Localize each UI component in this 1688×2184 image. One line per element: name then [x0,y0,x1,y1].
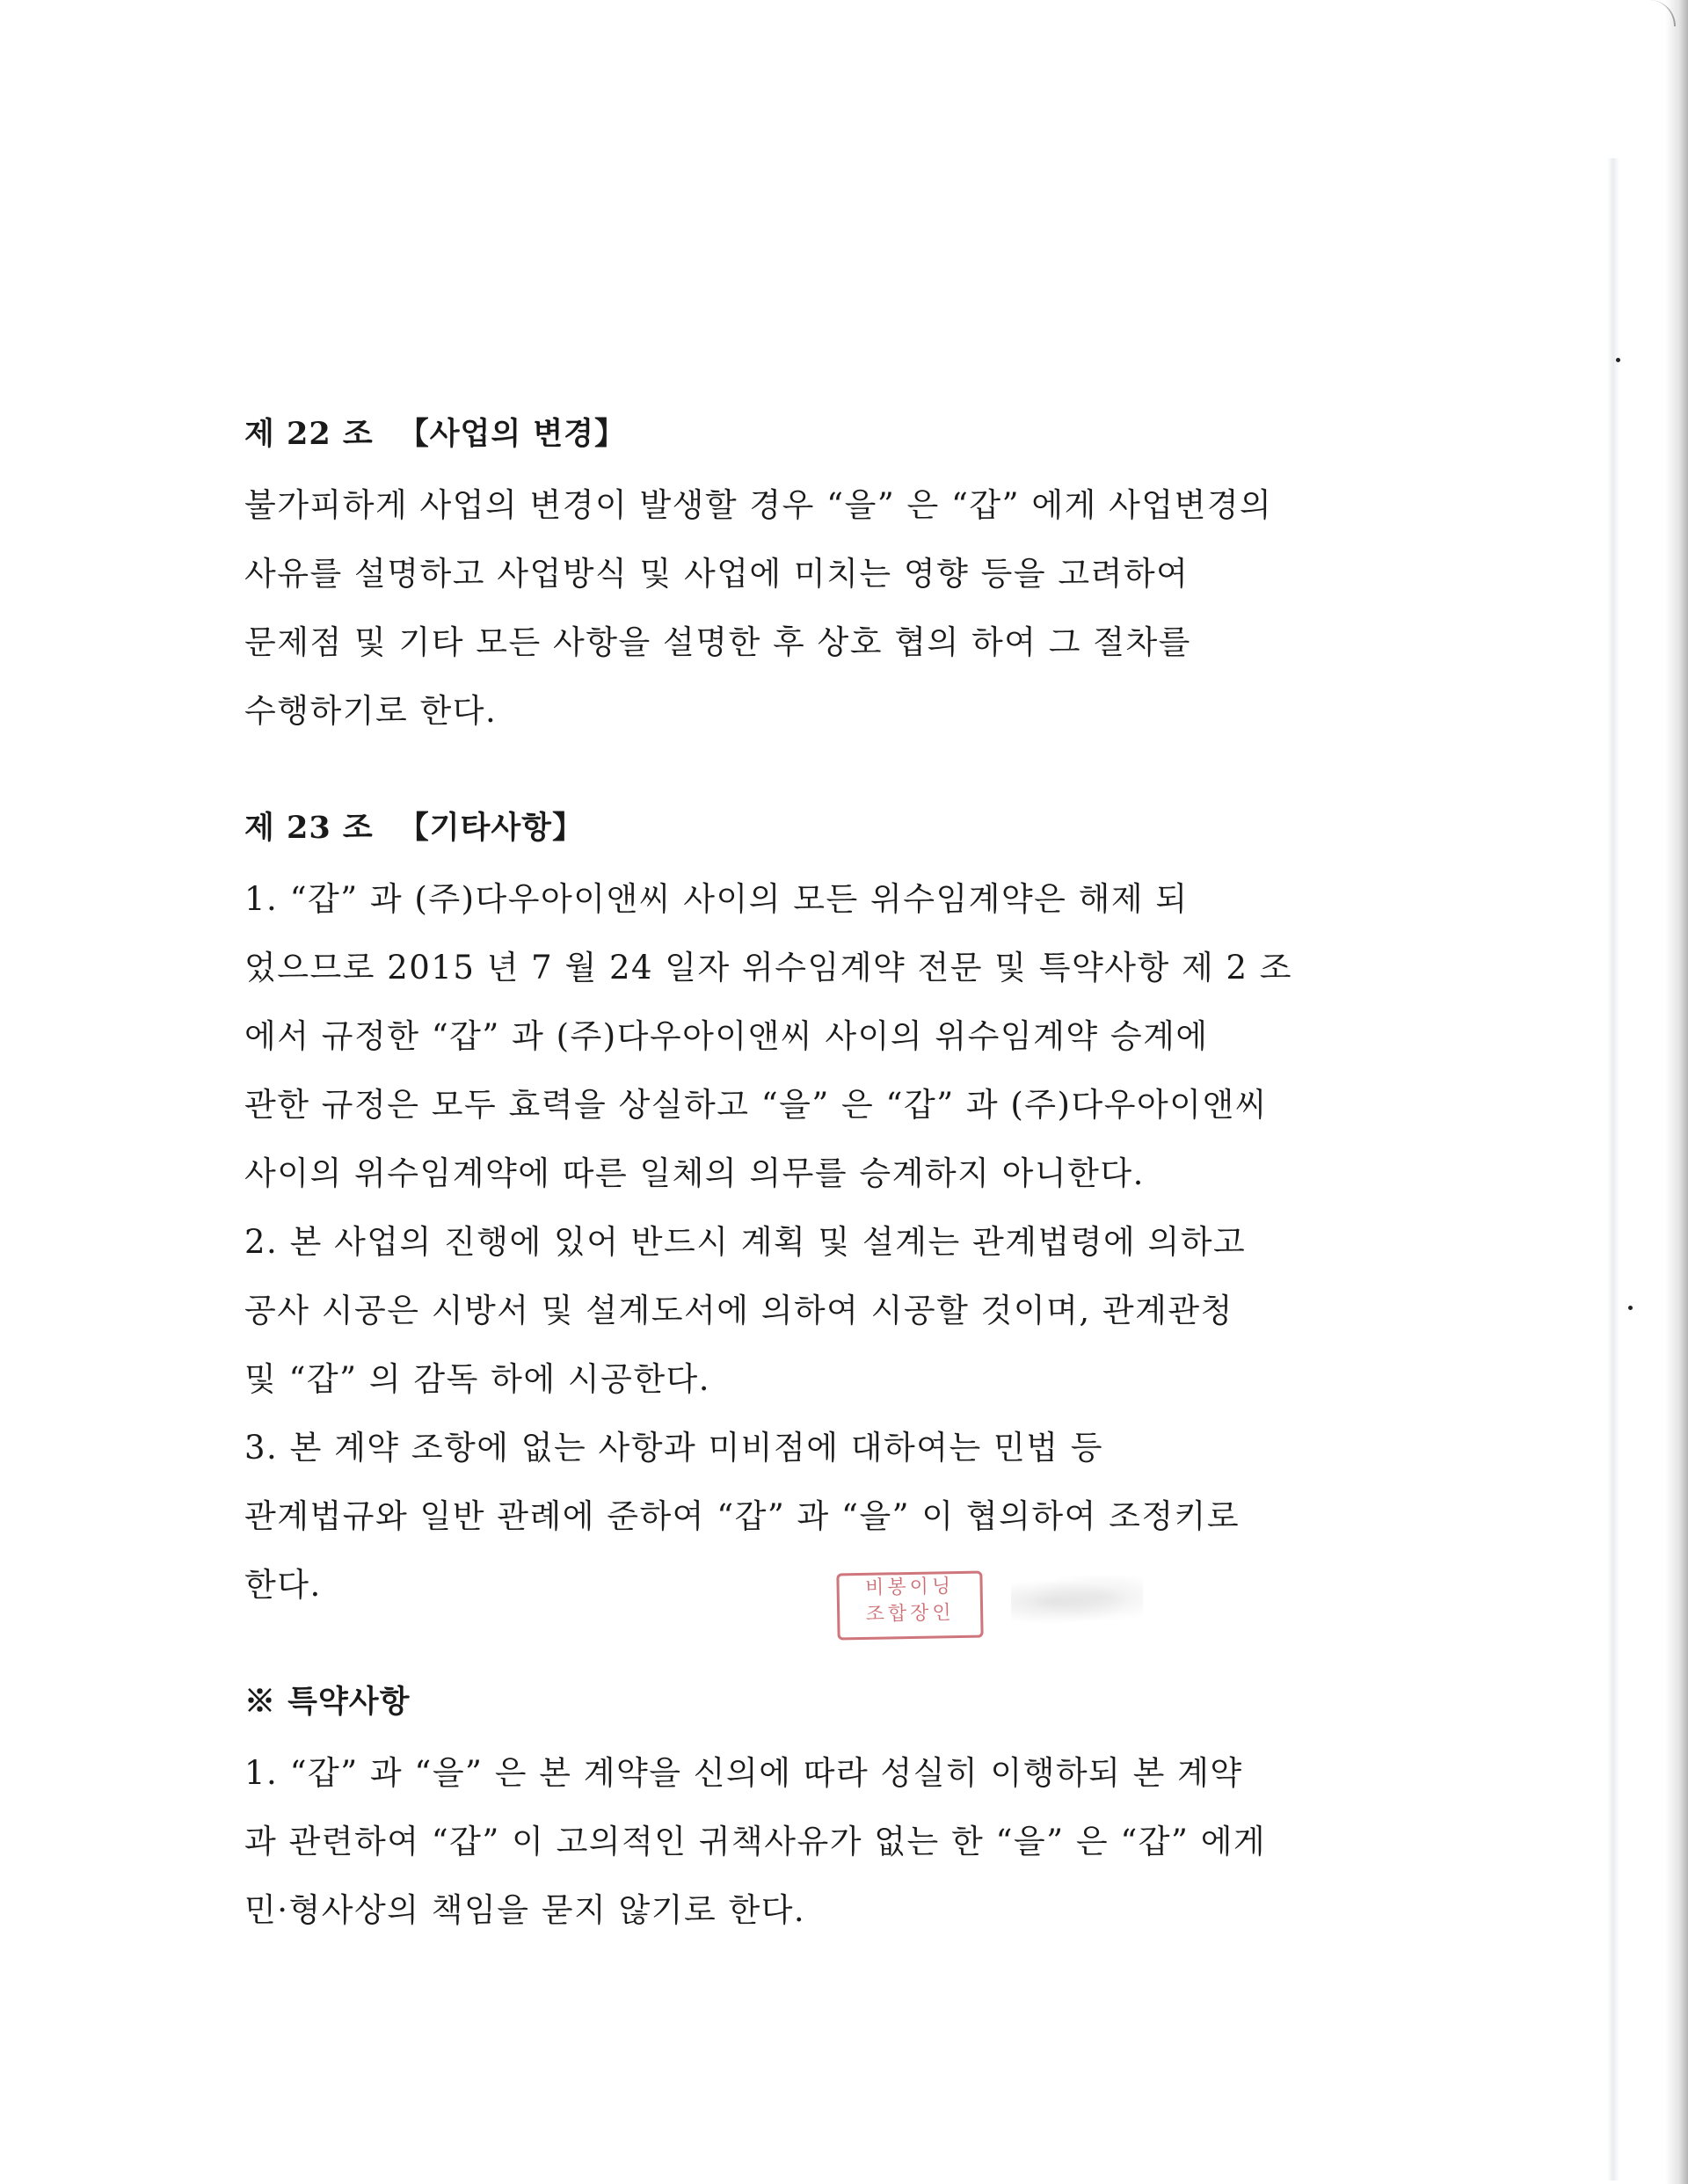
article-23-line: 관계법규와 일반 관례에 준하여 “갑” 과 “을” 이 협의하여 조정키로 [244,1497,1241,1535]
article-22-line: 수행하기로 한다. [244,692,498,730]
article-23-line: 었으므로 2015 년 7 월 24 일자 위수임계약 전문 및 특약사항 제 2 조 [244,949,1293,986]
article-23-line: 한다. [244,1566,322,1604]
red-seal-stamp [836,1571,983,1641]
scan-speck [1616,358,1620,362]
special-terms-heading: ※ 특약사항 [244,1684,411,1720]
article-23-line: 공사 시공은 시방서 및 설계도서에 의하여 시공할 것이며, 관계관청 [244,1292,1233,1329]
article-22-heading [244,413,1363,455]
article-22-line: 사유를 설명하고 사업방식 및 사업에 미치는 영향 등을 고려하여 [244,555,1190,593]
article-23-line: 및 “갑” 의 감독 하에 시공한다. [244,1360,711,1398]
scan-edge-stripe [1607,158,1619,2180]
special-terms [244,1681,1363,1945]
article-23-line: 사이의 위수임계약에 따른 일체의 의무를 승계하지 아니한다. [244,1154,1145,1192]
article-23-heading [244,807,1363,849]
article-23-line: 관한 규정은 모두 효력을 상실하고 “을” 은 “갑” 과 (주)다우아이앤씨 [244,1086,1268,1124]
stamp-row-bottom: 조합장인 [865,1602,955,1626]
article-23 [244,807,1363,1620]
article-22-line: 문제점 및 기타 모든 사항을 설명한 후 상호 협의 하여 그 절차를 [244,623,1191,661]
article-22-number: 제 22 조 [244,416,374,452]
article-22-line: 불가피하게 사업의 변경이 발생할 경우 “을” 은 “갑” 에게 사업변경의 [244,486,1273,524]
article-23-title: 【기타사항】 [397,810,584,846]
article-23-line: 3. 본 계약 조항에 없는 사항과 미비점에 대하여는 민법 등 [244,1429,1103,1467]
article-22 [244,413,1363,746]
faint-signature-smudge [1011,1576,1143,1628]
article-23-line: 2. 본 사업의 진행에 있어 반드시 계획 및 설계는 관계법령에 의하고 [244,1223,1247,1261]
special-terms-line: 1. “갑” 과 “을” 은 본 계약을 신의에 따라 성실히 이행하되 본 계약 [244,1754,1243,1792]
article-23-number: 제 23 조 [244,810,374,846]
stamp-row-top: 비봉이닝 [864,1576,955,1599]
article-23-line: 1. “갑” 과 (주)다우아이앤씨 사이의 모든 위수임계약은 해제 되 [244,880,1189,918]
scan-speck [1628,1306,1633,1310]
special-terms-line: 과 관련하여 “갑” 이 고의적인 귀책사유가 없는 한 “을” 은 “갑” 에게 [244,1823,1267,1860]
scan-edge-shadow [1665,0,1688,2184]
article-22-title: 【사업의 변경】 [397,416,626,452]
article-23-line: 에서 규정한 “갑” 과 (주)다우아이앤씨 사이의 위수임계약 승계에 [244,1017,1209,1055]
special-terms-line: 민·형사상의 책임을 묻지 않기로 한다. [244,1891,806,1929]
document-body [244,413,1363,1945]
